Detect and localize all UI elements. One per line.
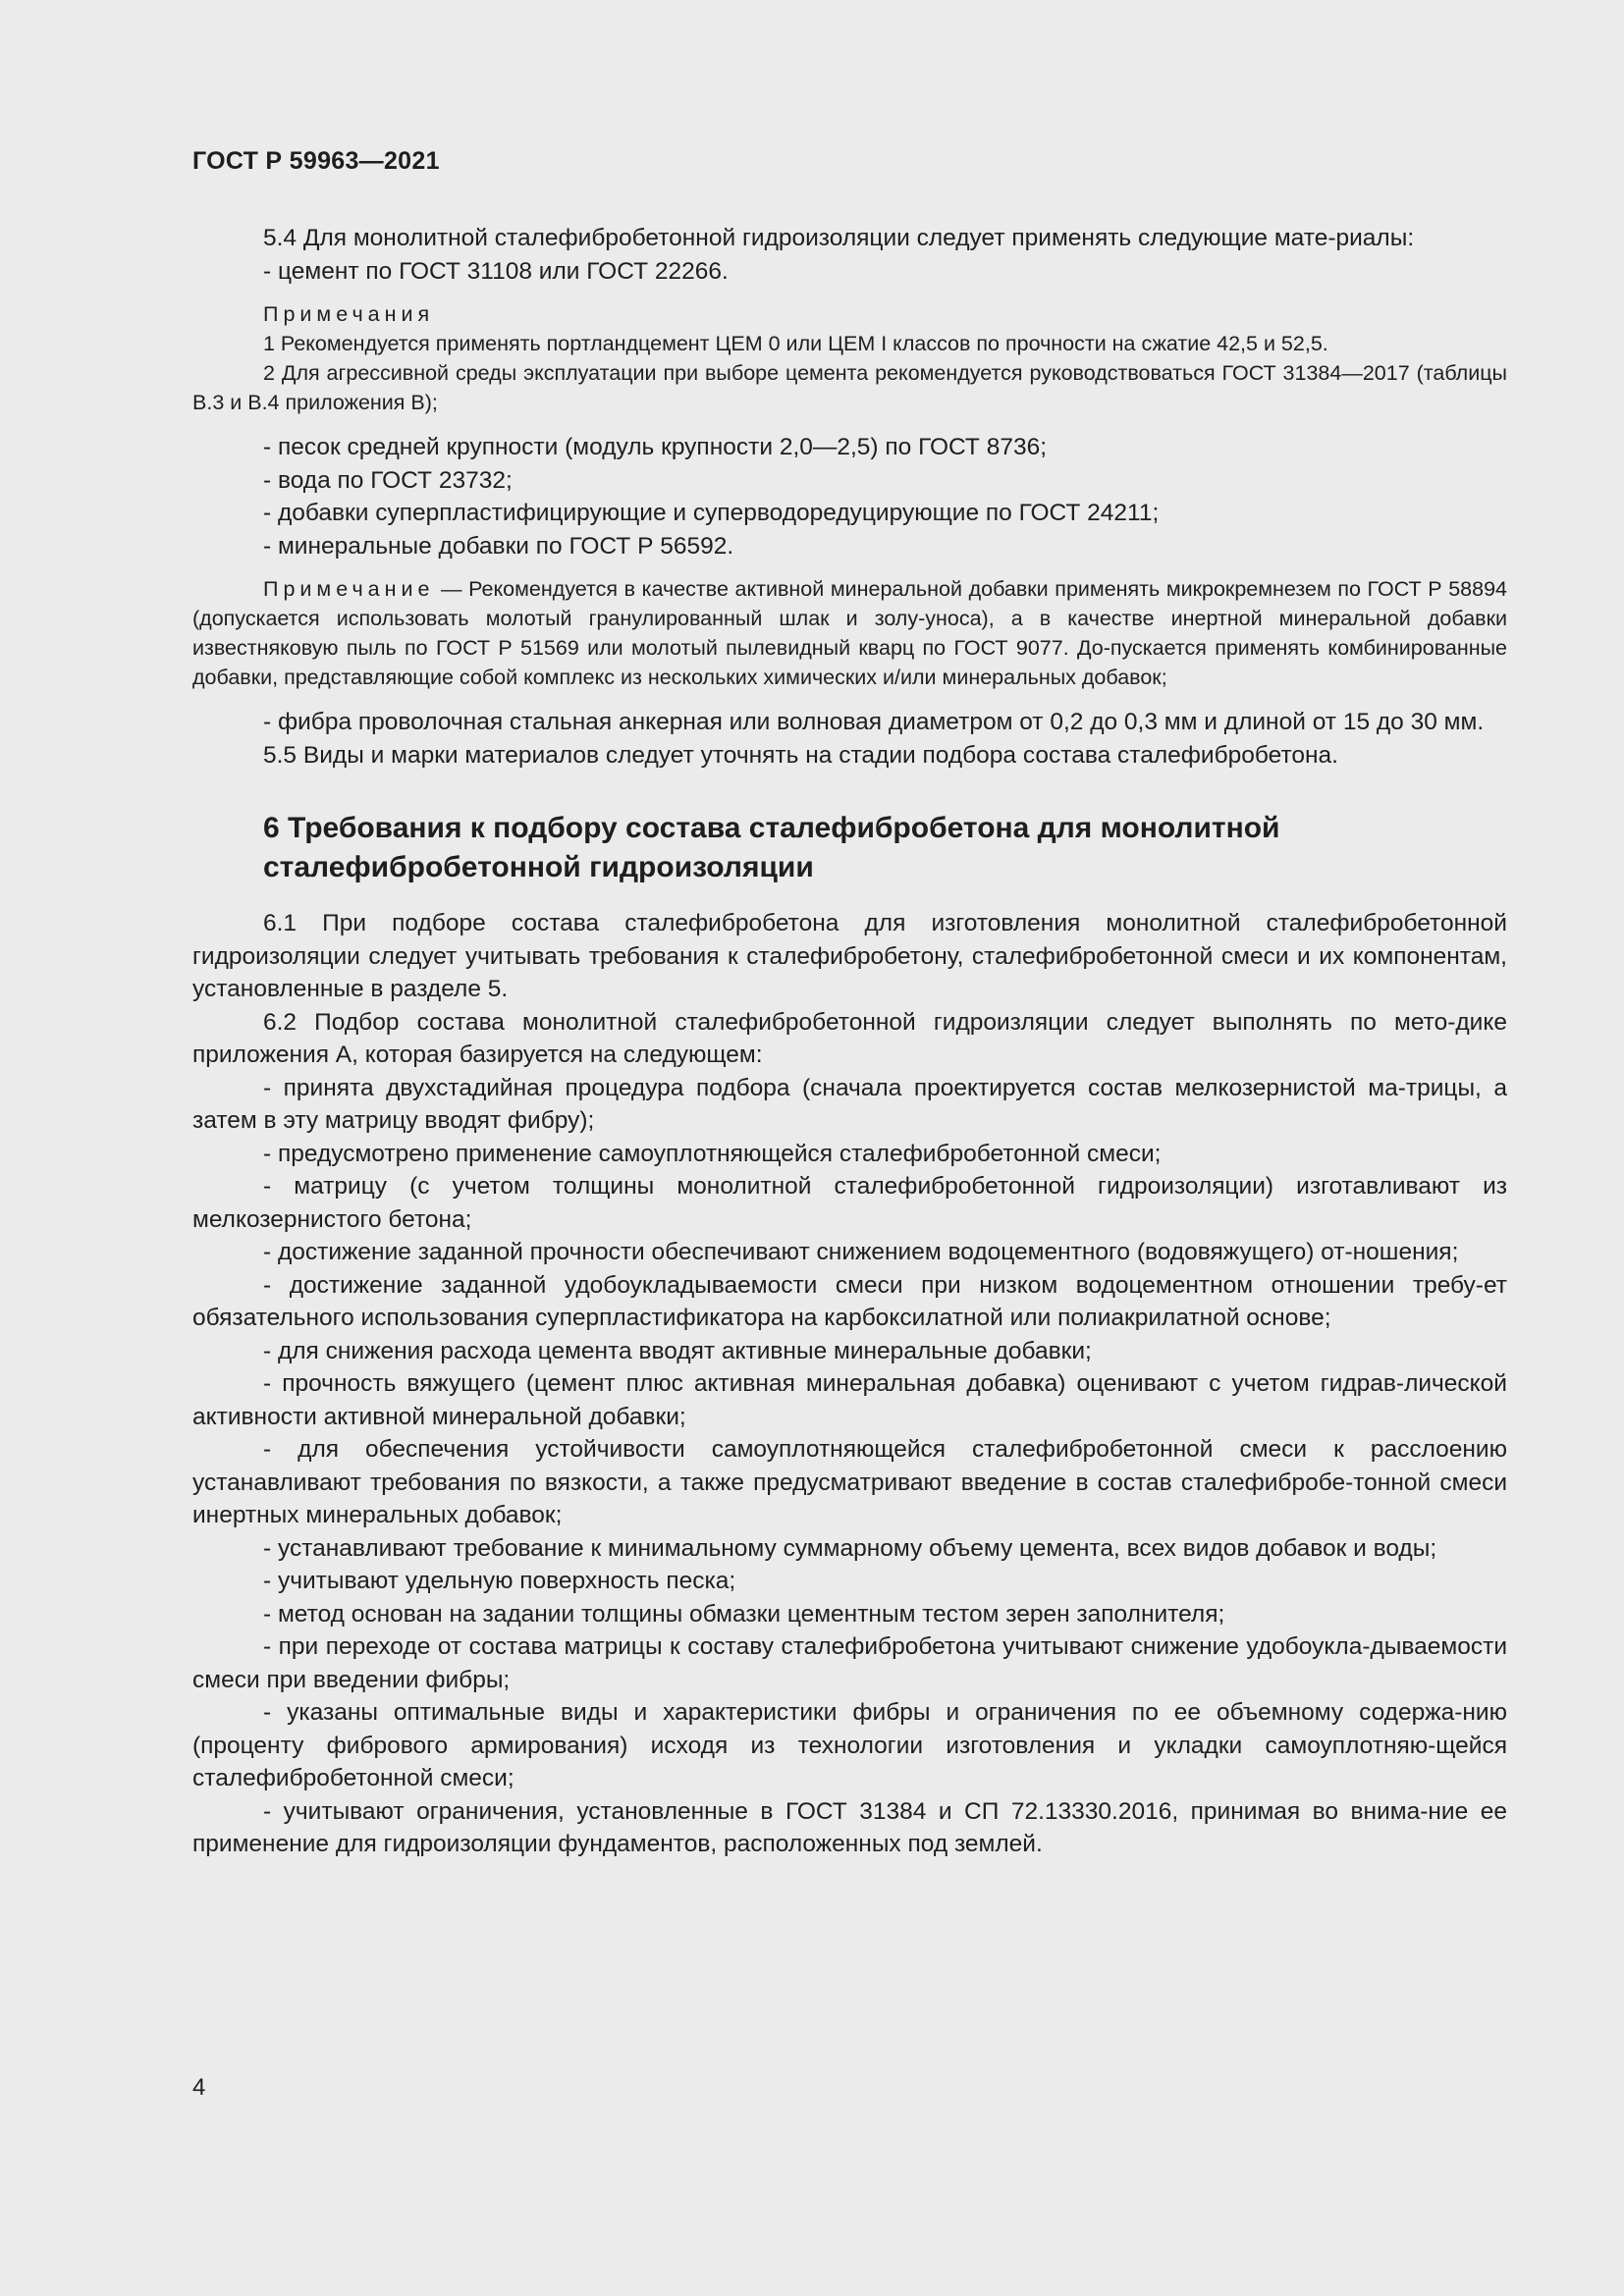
list-item-water: - вода по ГОСТ 23732;: [263, 466, 513, 494]
list-item: - матрицу (с учетом толщины монолитной сталефибробетонной гидроизоляции) изготавливают из мелкозернистого бетона;: [192, 1173, 1507, 1233]
list-item: - достижение заданной удобоукладываемости смеси при низком водоцементном отношении требу-ет обязательного использования суперпластификатора на карбоксилатной или полиакрилатной основе;: [192, 1271, 1507, 1331]
notes-title: Примечания: [263, 302, 435, 326]
paragraph-5-4: 5.4 Для монолитной сталефибробетонной гидроизоляции следует применять следующие мате-риалы:: [263, 225, 1415, 251]
page-number: 4: [192, 2074, 206, 2101]
list-item-mineral-additives: - минеральные добавки по ГОСТ Р 56592.: [263, 532, 734, 560]
list-item: - при переходе от состава матрицы к составу сталефибробетона учитывают снижение удобоукла-дываемости смеси при введении фибры;: [192, 1633, 1507, 1693]
list-item: - метод основан на задании толщины обмазки цементным тестом зерен заполнителя;: [263, 1600, 1225, 1628]
note-mineral-additives: [192, 574, 1507, 692]
paragraph-5-5: 5.5 Виды и марки материалов следует уточнять на стадии подбора состава сталефибробетона.: [263, 741, 1338, 769]
list-item: - предусмотрено применение самоуплотняющейся сталефибробетонной смеси;: [263, 1140, 1162, 1167]
list-item: - указаны оптимальные виды и характеристики фибры и ограничения по ее объемному содержа-нию (проценту фибрового армирования) исходя из технологии изготовления и укладки самоуплотняю-щейся сталефибробетонной смеси;: [192, 1699, 1507, 1791]
list-item: - достижение заданной прочности обеспечивают снижением водоцементного (водовяжущего) от-ношения;: [263, 1239, 1459, 1265]
section-6-title-line-2: сталефибробетонной гидроизоляции: [263, 851, 814, 883]
note-text: — Рекомендуется в качестве активной минеральной добавки применять микрокремнезем по ГОСТ Р 58894 (допускается использовать молотый гранулированный шлак и золу-уноса), а в качестве инертной минеральной добавки известняковую пыль по ГОСТ Р 51569 или молотый пылевидный кварц по ГОСТ 9077. До-пускается применять комбинированные добавки, представляющие собой комплекс из нескольких химических и/или минеральных добавок;: [192, 577, 1507, 689]
list-item: - учитывают удельную поверхность песка;: [263, 1568, 736, 1594]
note-2: 2 Для агрессивной среды эксплуатации при выборе цемента рекомендуется руководствоваться ГОСТ 31384—2017 (таблицы В.3 и В.4 приложения В);: [192, 361, 1507, 414]
list-item: - прочность вяжущего (цемент плюс активная минеральная добавка) оценивают с учетом гидрав-лической активности активной минеральной добавки;: [192, 1370, 1507, 1430]
list-item: - для снижения расхода цемента вводят активные минеральные добавки;: [263, 1337, 1092, 1364]
document-header: ГОСТ Р 59963—2021: [192, 147, 440, 175]
list-item: - для обеспечения устойчивости самоуплотняющейся сталефибробетонной смеси к расслоению устанавливают требования по вязкости, а также предусматривают введение в состав сталефибробе-тонной смеси инертных минеральных добавок;: [192, 1436, 1507, 1528]
list-item-superplasticizers: - добавки суперпластифицирующие и суперводоредуцирующие по ГОСТ 24211;: [263, 500, 1160, 526]
list-item: - учитывают ограничения, установленные в ГОСТ 31384 и СП 72.13330.2016, принимая во внима-ние ее применение для гидроизоляции фундаментов, расположенных под землей.: [192, 1797, 1507, 1857]
list-item-cement: - цемент по ГОСТ 31108 или ГОСТ 22266.: [263, 257, 729, 285]
list-item-sand: - песок средней крупности (модуль крупности 2,0—2,5) по ГОСТ 8736;: [263, 434, 1048, 460]
section-6-title-line-1: 6 Требования к подбору состава сталефибробетона для монолитной: [263, 812, 1280, 844]
list-item-fiber: - фибра проволочная стальная анкерная или волновая диаметром от 0,2 до 0,3 мм и длиной от 15 до 30 мм.: [263, 709, 1485, 735]
page-body: [192, 222, 1507, 1861]
list-item: - устанавливают требование к минимальному суммарному объему цемента, всех видов добавок и воды;: [263, 1534, 1437, 1562]
section-6-title: [263, 809, 1507, 887]
note-label: Примечание: [263, 577, 435, 601]
paragraph-6-2: 6.2 Подбор состава монолитной сталефибробетонной гидроизляции следует выполнять по мето-дике приложения А, которая базируется на следующем:: [192, 1008, 1507, 1068]
list-item: - принята двухстадийная процедура подбора (сначала проектируется состав мелкозернистой ма-трицы, а затем в эту матрицу вводят фибру);: [192, 1074, 1507, 1134]
paragraph-6-1: 6.1 При подборе состава сталефибробетона для изготовления монолитной сталефибробетонной гидроизоляции следует учитывать требования к сталефибробетону, сталефибробетонной смеси и их компонентам, установленные в разделе 5.: [192, 910, 1507, 1002]
note-1: 1 Рекомендуется применять портландцемент ЦЕМ 0 или ЦЕМ I классов по прочности на сжатие 42,5 и 52,5.: [263, 332, 1328, 355]
